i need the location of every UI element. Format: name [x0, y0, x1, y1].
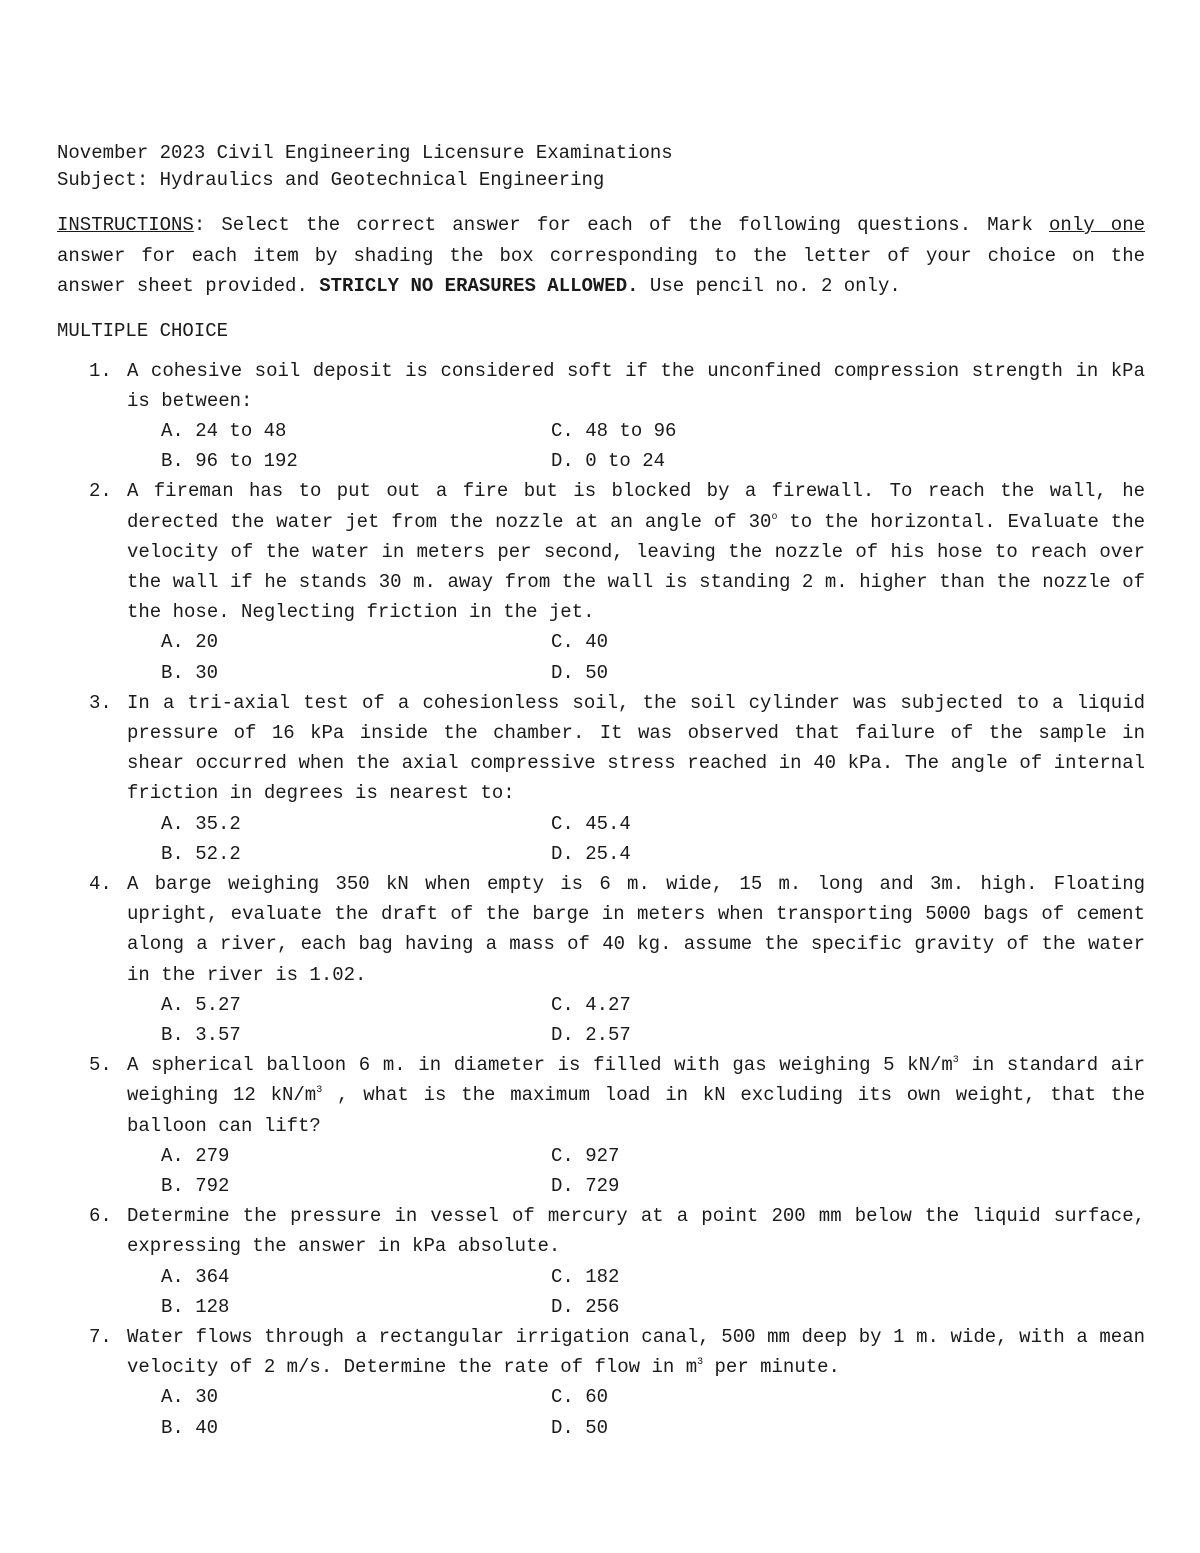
question-number: 7. — [89, 1326, 112, 1348]
instructions-paragraph — [57, 210, 1145, 302]
question-text: A cohesive soil deposit is considered soft if the unconfined compression strength in kPa is between: — [127, 359, 1145, 412]
question-text-part: , what is the maximum load in kN excluding its own weight, that the balloon can lift? — [127, 1084, 1146, 1137]
option-d: D. 50 — [551, 661, 609, 684]
option-c: C. 182 — [551, 1265, 620, 1288]
option-a: A. 364 — [161, 1265, 230, 1288]
option-d: D. 256 — [551, 1295, 620, 1318]
question-text-part: Water flows through a rectangular irrigation canal, 500 mm deep by 1 m. wide, with a mean velocity of 2 m/s. Determine the rate of flow in m — [127, 1326, 1145, 1379]
no-erasures-note: STRICLY NO ERASURES ALLOWED. — [319, 275, 639, 297]
option-b: B. 128 — [161, 1295, 230, 1318]
question-2 — [57, 476, 1145, 687]
question-number: 5. — [89, 1054, 112, 1077]
question-number: 2. — [89, 480, 112, 503]
option-b: B. 792 — [161, 1174, 230, 1197]
answer-options — [161, 809, 1145, 869]
exam-title: November 2023 Civil Engineering Licensure Examinations — [57, 142, 673, 164]
option-d: D. 2.57 — [551, 1023, 631, 1046]
option-c: C. 45.4 — [551, 812, 631, 835]
option-b: B. 30 — [161, 661, 219, 684]
option-a: A. 5.27 — [161, 993, 241, 1016]
subject-line: Subject: Hydraulics and Geotechnical Engineering — [57, 169, 605, 191]
instructions-text-1: : Select the correct answer for each of the following questions. Mark — [193, 214, 1050, 236]
question-text: A barge weighing 350 kN when empty is 6 m. wide, 15 m. long and 3m. high. Floating upright, evaluate the draft of the barge in meters when transporting 5000 bags of cement along a river, each bag having a mass of 40 kg. assume the specific gravity of the water in the river is 1.02. — [127, 872, 1145, 986]
cubic-superscript: 3 — [697, 1357, 704, 1369]
option-a: A. 20 — [161, 631, 219, 654]
answer-options — [161, 1262, 1145, 1322]
option-c: C. 927 — [551, 1144, 620, 1167]
instructions-label: INSTRUCTIONS — [57, 214, 194, 236]
question-7 — [57, 1322, 1145, 1443]
answer-options — [161, 990, 1145, 1050]
option-d: D. 729 — [551, 1174, 620, 1197]
question-text: Determine the pressure in vessel of mercury at a point 200 mm below the liquid surface, expressing the answer in kPa absolute. — [127, 1205, 1145, 1258]
section-title: MULTIPLE CHOICE — [57, 319, 229, 342]
question-text-part: to the horizontal. Evaluate the velocity of the water in meters per second, leaving the nozzle of his hose to reach over the wall if he stands 30 m. away from the wall is standing 2 m. higher than the nozzle of the hose. Neglecting friction in the jet. — [127, 510, 1146, 624]
question-text-part: in standard air weighing 12 kN/m — [127, 1054, 1145, 1107]
answer-options — [161, 627, 1145, 687]
question-6 — [57, 1201, 1145, 1322]
answer-options — [161, 416, 1145, 476]
question-4 — [57, 869, 1145, 1050]
question-text: In a tri-axial test of a cohesionless soil, the soil cylinder was subjected to a liquid pressure of 16 kPa inside the chamber. It was observed that failure of the sample in shear occurred when the axial compressive stress reached in 40 kPa. The angle of internal friction in degrees is nearest to: — [127, 691, 1145, 805]
option-d: D. 50 — [551, 1416, 609, 1439]
degree-superscript: o — [771, 511, 778, 523]
answer-options — [161, 1382, 1145, 1442]
question-text — [127, 476, 1145, 627]
option-d: D. 0 to 24 — [551, 450, 666, 473]
question-text-part: A fireman has to put out a fire but is blocked by a firewall. To reach the wall, he derected the water jet from the nozzle at an angle of 30 — [127, 480, 1145, 533]
option-b: B. 40 — [161, 1416, 219, 1439]
question-number: 1. — [89, 359, 112, 382]
question-text — [127, 1322, 1145, 1382]
option-a: A. 35.2 — [161, 812, 241, 835]
option-c: C. 48 to 96 — [551, 419, 677, 442]
option-b: B. 3.57 — [161, 1023, 241, 1046]
answer-options — [161, 1141, 1145, 1201]
question-text-part: per minute. — [703, 1356, 840, 1379]
option-c: C. 4.27 — [551, 993, 631, 1016]
question-text-part: A spherical balloon 6 m. in diameter is filled with gas weighing 5 kN/m — [127, 1054, 953, 1077]
question-number: 4. — [89, 872, 112, 895]
option-b: B. 52.2 — [161, 842, 241, 865]
cubic-superscript: 3 — [952, 1055, 959, 1067]
question-5 — [57, 1050, 1145, 1201]
option-a: A. 24 to 48 — [161, 419, 287, 442]
option-a: A. 30 — [161, 1386, 219, 1409]
instructions-text-2: answer for each item by shading the box corresponding to the letter of your choice on the answer sheet provided. — [57, 244, 1145, 297]
option-c: C. 60 — [551, 1386, 609, 1409]
question-number: 3. — [89, 691, 112, 714]
question-number: 6. — [89, 1205, 112, 1228]
option-b: B. 96 to 192 — [161, 450, 298, 473]
question-1 — [57, 356, 1145, 477]
option-a: A. 279 — [161, 1144, 230, 1167]
option-c: C. 40 — [551, 631, 609, 654]
question-3 — [57, 688, 1145, 869]
question-text — [127, 1050, 1145, 1141]
instructions-text-3: Use pencil no. 2 only. — [638, 275, 901, 297]
cubic-superscript: 3 — [316, 1085, 323, 1097]
option-d: D. 25.4 — [551, 842, 631, 865]
exam-page — [57, 140, 1145, 1443]
question-list — [57, 356, 1145, 1443]
instructions-emphasis: only one — [1049, 214, 1146, 236]
